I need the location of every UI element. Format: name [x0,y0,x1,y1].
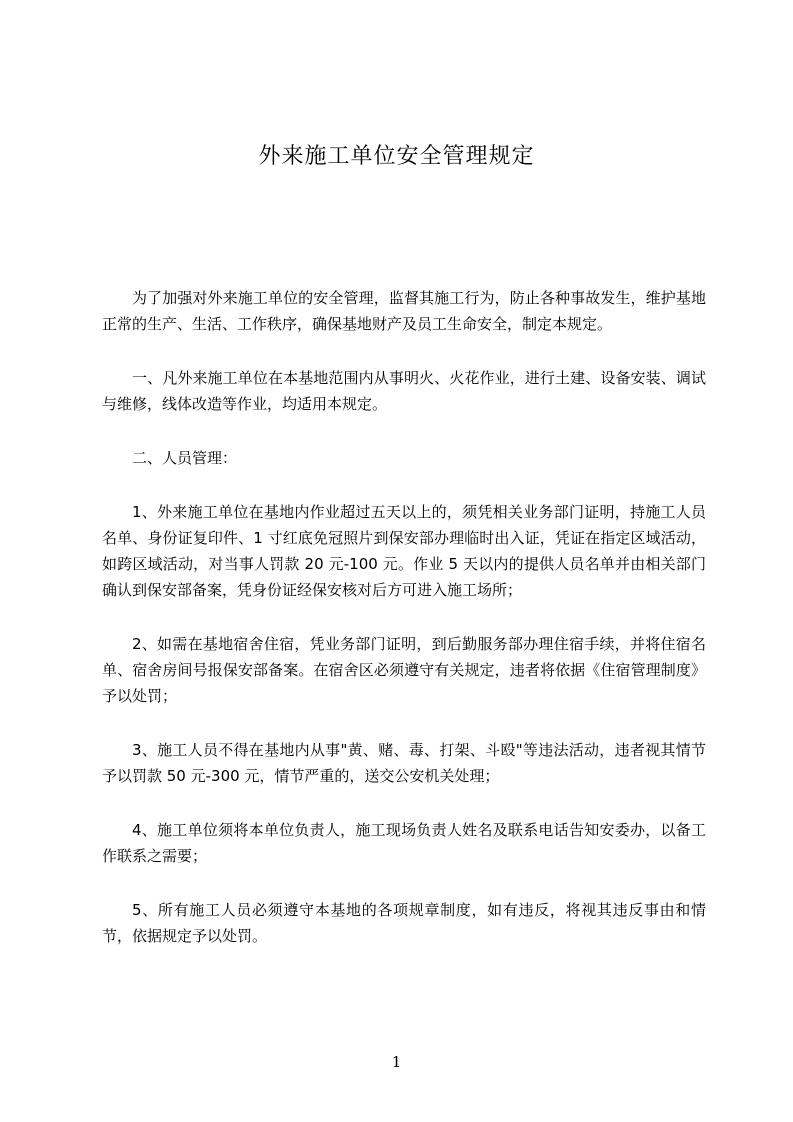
item-1-paragraph: 1、外来施工单位在基地内作业超过五天以上的，须凭相关业务部门证明，持施工人员名单、身份证复印件、1 寸红底免冠照片到保安部办理临时出入证，凭证在指定区域活动，如跨区域活动，对当事人罚款 20 元-100 元。作业 5 天以内的提供人员名单并由相关部门确认到保安部备案，凭身份证经保安核对后方可进入施工场所； [102,503,706,599]
item-3-paragraph: 3、施工人员不得在基地内从事"黄、赌、毒、打架、斗殴"等违法活动，违者视其情节予以罚款 50 元-300 元，情节严重的，送交公安机关处理； [102,741,706,785]
item-5-paragraph: 5、所有施工人员必须遵守本基地的各项规章制度，如有违反，将视其违反事由和情节，依据规定予以处罚。 [102,901,706,945]
item-2-paragraph: 2、如需在基地宿舍住宿，凭业务部门证明，到后勤服务部办理住宿手续，并将住宿名单、宿舍房间号报保安部备案。在宿舍区必须遵守有关规定，违者将依据《住宿管理制度》予以处罚； [102,635,706,705]
item-4-paragraph: 4、施工单位须将本单位负责人，施工现场负责人姓名及联系电话告知安委办，以备工作联系之需要； [102,821,706,865]
page-number: 1 [391,1053,402,1071]
document-title: 外来施工单位安全管理规定 [258,144,535,169]
intro-paragraph: 为了加强对外来施工单位的安全管理，监督其施工行为，防止各种事故发生，维护基地正常的生产、生活、工作秩序，确保基地财产及员工生命安全，制定本规定。 [102,289,706,333]
document-body [102,285,706,949]
section-2-heading: 二、人员管理： [132,449,238,467]
section-1-paragraph: 一、凡外来施工单位在本基地范围内从事明火、火花作业，进行土建、设备安装、调试与维修，线体改造等作业，均适用本规定。 [102,369,706,413]
